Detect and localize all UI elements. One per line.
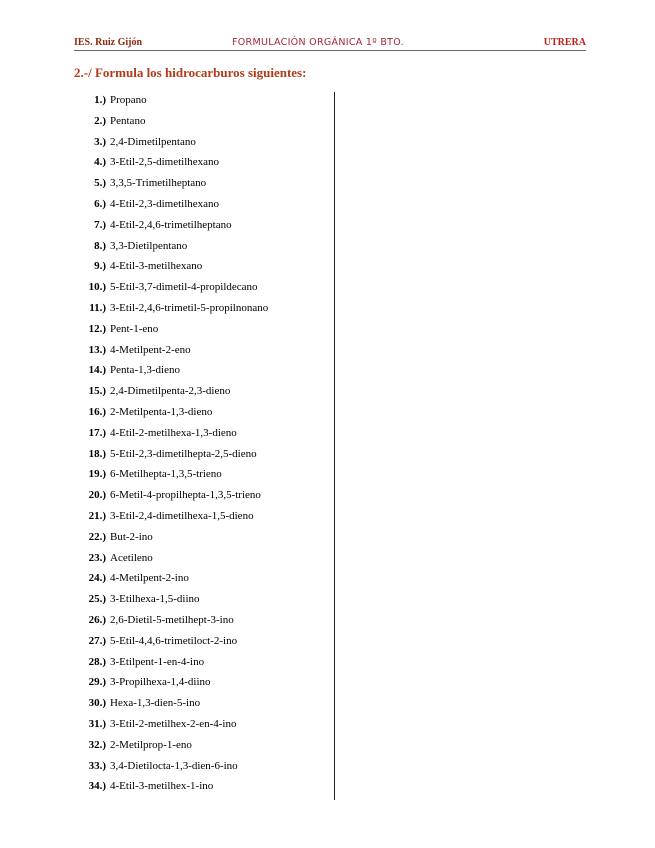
item-number: 17.) [88, 426, 106, 439]
compound-name: 4-Etil-2,4,6-trimetilheptano [110, 218, 232, 231]
list-item [74, 298, 268, 319]
item-number: 16.) [88, 405, 106, 418]
document-title: FORMULACIÓN ORGÁNICA 1º BTO. [232, 37, 404, 48]
item-number: 24.) [88, 572, 106, 585]
list-item [74, 360, 268, 381]
item-number: 27.) [88, 634, 106, 647]
list-item [74, 693, 268, 714]
compound-name: 4-Etil-3-metilhexano [110, 260, 203, 273]
compound-name: 4-Metilpent-2-ino [110, 572, 189, 585]
section-title: 2.-/ Formula los hidrocarburos siguientes: [74, 65, 307, 80]
list-item [74, 194, 268, 215]
item-number: 34.) [88, 780, 106, 793]
compound-name: Penta-1,3-dieno [110, 364, 180, 377]
compound-name: Propano [110, 94, 147, 106]
item-number: 8.) [94, 239, 106, 252]
item-number: 20.) [88, 489, 106, 502]
list-item [74, 735, 268, 756]
item-number: 10.) [88, 281, 106, 294]
compound-name: 2,4-Dimetilpenta-2,3-dieno [110, 385, 231, 398]
list-item [74, 610, 268, 631]
item-number: 2.) [94, 114, 106, 127]
list-item [74, 173, 268, 194]
compound-name: 5-Etil-3,7-dimetil-4-propildecano [110, 281, 258, 294]
item-number: 11.) [89, 301, 106, 314]
item-number: 26.) [88, 613, 106, 626]
list-item [74, 672, 268, 693]
item-number: 9.) [94, 260, 106, 273]
item-number: 4.) [94, 156, 106, 169]
list-item [74, 527, 268, 548]
compound-name: Hexa-1,3-dien-5-ino [110, 697, 201, 710]
compound-name: 3,4-Dietilocta-1,3-dien-6-ino [110, 759, 238, 772]
item-number: 22.) [88, 530, 106, 543]
item-number: 29.) [88, 676, 106, 689]
item-number: 23.) [88, 551, 106, 564]
list-item [74, 402, 268, 423]
item-number: 31.) [88, 717, 106, 730]
list-item [74, 568, 268, 589]
item-number: 25.) [88, 593, 106, 606]
compound-name: 6-Metil-4-propilhepta-1,3,5-trieno [110, 489, 261, 502]
school-name: IES. Ruiz Gijón [74, 37, 143, 48]
compound-name: 4-Metilpent-2-eno [110, 343, 191, 356]
compound-name: 2,6-Dietil-5-metilhept-3-ino [110, 613, 234, 626]
list-item [74, 631, 268, 652]
compound-name: 3-Etilpent-1-en-4-ino [110, 655, 205, 668]
compound-name: 3,3,5-Trimetilheptano [110, 177, 207, 190]
item-number: 1.) [94, 94, 106, 106]
item-number: 28.) [88, 655, 106, 668]
list-item [74, 256, 268, 277]
compound-name: 3-Propilhexa-1,4-diino [110, 676, 211, 689]
list-item [74, 444, 268, 465]
page-header [74, 37, 586, 51]
item-number: 21.) [88, 509, 106, 522]
item-number: 32.) [88, 738, 106, 751]
list-item [74, 464, 268, 485]
compound-name: 5-Etil-4,4,6-trimetiloct-2-ino [110, 634, 238, 647]
list-item [74, 236, 268, 257]
compound-name: 3,3-Dietilpentano [110, 239, 188, 252]
item-number: 13.) [88, 343, 106, 356]
compound-name: 6-Metilhepta-1,3,5-trieno [110, 468, 222, 481]
item-number: 33.) [88, 759, 106, 772]
list-item [74, 423, 268, 444]
compound-name: Pent-1-eno [110, 322, 159, 335]
list-item [74, 215, 268, 236]
list-item [74, 381, 268, 402]
list-item [74, 132, 268, 153]
compound-name: 2-Metilpenta-1,3-dieno [110, 405, 213, 418]
header-rule [74, 50, 586, 51]
item-number: 15.) [88, 385, 106, 398]
compound-name: Pentano [110, 114, 146, 127]
item-number: 7.) [94, 218, 106, 231]
compound-name: 3-Etilhexa-1,5-diino [110, 593, 200, 606]
list-item [74, 589, 268, 610]
list-item [74, 152, 268, 173]
compound-name: But-2-ino [110, 530, 153, 543]
compound-name: Acetileno [110, 551, 153, 564]
list-item [74, 90, 268, 111]
item-number: 30.) [88, 697, 106, 710]
compound-list [74, 90, 268, 797]
item-number: 14.) [88, 364, 106, 377]
list-item [74, 340, 268, 361]
compound-name: 3-Etil-2,4,6-trimetil-5-propilnonano [110, 301, 269, 314]
item-number: 12.) [88, 322, 106, 335]
compound-name: 2,4-Dimetilpentano [110, 135, 196, 148]
compound-name: 5-Etil-2,3-dimetilhepta-2,5-dieno [110, 447, 257, 460]
compound-name: 4-Etil-2-metilhexa-1,3-dieno [110, 426, 237, 439]
compound-name: 3-Etil-2-metilhex-2-en-4-ino [110, 717, 237, 730]
list-item [74, 652, 268, 673]
list-item [74, 714, 268, 735]
vertical-divider [334, 92, 335, 800]
list-item [74, 756, 268, 777]
list-item [74, 548, 268, 569]
compound-name: 4-Etil-2,3-dimetilhexano [110, 197, 220, 210]
compound-name: 3-Etil-2,4-dimetilhexa-1,5-dieno [110, 509, 254, 522]
list-item [74, 277, 268, 298]
town-name: UTRERA [543, 37, 586, 48]
list-item [74, 111, 268, 132]
list-item [74, 319, 268, 340]
list-item [74, 506, 268, 527]
compound-name: 2-Metilprop-1-eno [110, 738, 192, 751]
item-number: 6.) [94, 197, 106, 210]
list-item [74, 485, 268, 506]
item-number: 5.) [94, 177, 106, 190]
item-number: 18.) [88, 447, 106, 460]
list-item [74, 776, 268, 797]
compound-name: 4-Etil-3-metilhex-1-ino [110, 780, 214, 793]
item-number: 3.) [94, 135, 106, 148]
item-number: 19.) [88, 468, 106, 481]
compound-name: 3-Etil-2,5-dimetilhexano [110, 156, 220, 169]
